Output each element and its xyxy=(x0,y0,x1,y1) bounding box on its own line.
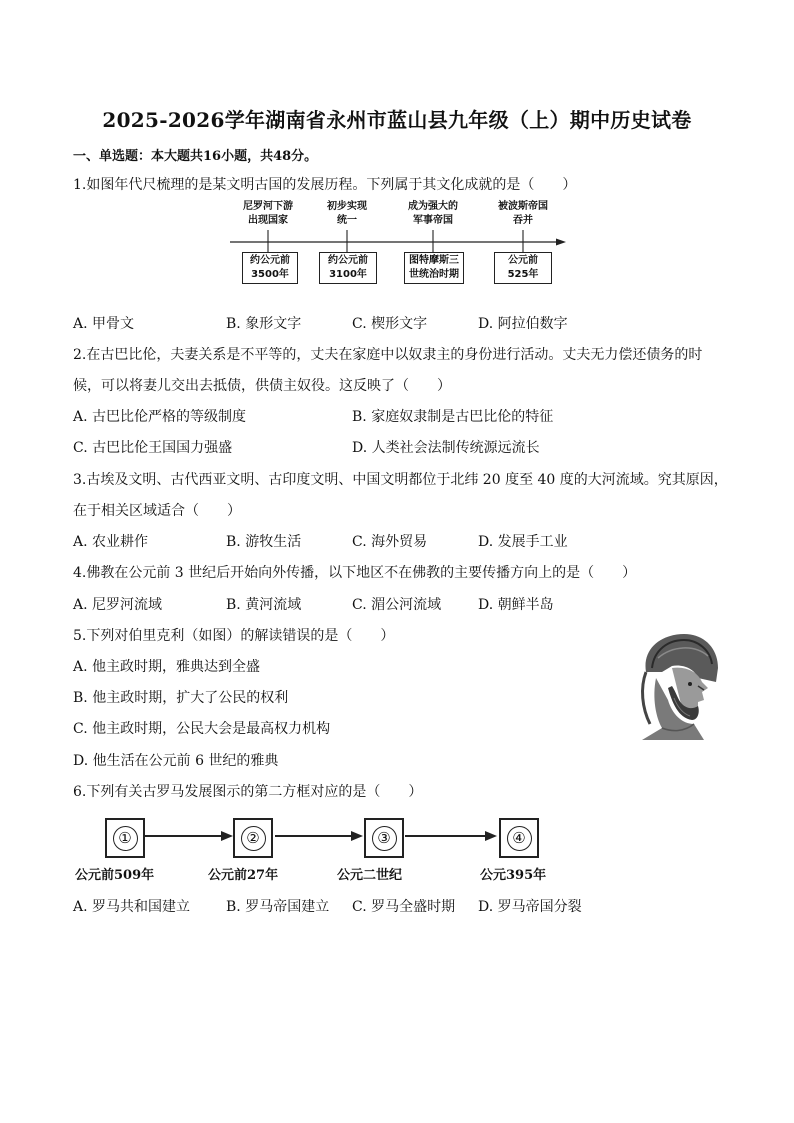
q5-option-c[interactable]: C. 他主政时期，公民大会是最高权力机构 xyxy=(73,721,331,737)
q5-option-d[interactable]: D. 他生活在公元前 6 世纪的雅典 xyxy=(73,753,279,769)
q5-option-a[interactable]: A. 他主政时期，雅典达到全盛 xyxy=(73,659,261,675)
timeline-event-1-date: 约公元前 3500年 xyxy=(242,252,298,284)
q4-option-a[interactable]: A. 尼罗河流域 xyxy=(73,597,163,613)
flow-node-1: ① xyxy=(105,818,145,858)
flow-label-1: 公元前509年 xyxy=(75,868,155,883)
q4-option-b[interactable]: B. 黄河流域 xyxy=(226,597,302,613)
q1-stem: 1.如图年代尺梳理的是某文明古国的发展历程。下列属于其文化成就的是（ ） xyxy=(73,177,577,193)
timeline-event-3-date: 图特摩斯三 世统治时期 xyxy=(404,252,464,284)
q5-option-b[interactable]: B. 他主政时期，扩大了公民的权利 xyxy=(73,690,289,706)
q1-option-a[interactable]: A. 甲骨文 xyxy=(73,316,135,332)
q2-option-d[interactable]: D. 人类社会法制传统源远流长 xyxy=(352,440,540,456)
timeline-event-1-top: 尼罗河下游 出现国家 xyxy=(243,201,293,226)
q6-stem: 6.下列有关古罗马发展图示的第二方框对应的是（ ） xyxy=(73,784,423,800)
q4-option-c[interactable]: C. 湄公河流域 xyxy=(352,597,442,613)
flow-node-2: ② xyxy=(233,818,273,858)
q6-option-b[interactable]: B. 罗马帝国建立 xyxy=(226,899,330,915)
timeline-event-2-top: 初步实现 统一 xyxy=(327,201,367,226)
q2-option-c[interactable]: C. 古巴比伦王国国力强盛 xyxy=(73,440,233,456)
flow-node-3: ③ xyxy=(364,818,404,858)
timeline-event-4-top: 被波斯帝国 吞并 xyxy=(498,201,548,226)
flow-label-2: 公元前27年 xyxy=(208,868,279,883)
timeline-event-4-date: 公元前 525年 xyxy=(494,252,552,284)
exam-title: 2025-2026学年湖南省永州市蓝山县九年级（上）期中历史试卷 xyxy=(102,108,692,132)
q2-option-a[interactable]: A. 古巴比伦严格的等级制度 xyxy=(73,409,247,425)
q6-option-c[interactable]: C. 罗马全盛时期 xyxy=(352,899,456,915)
q3-stem-line1: 3.古埃及文明、古代西亚文明、古印度文明、中国文明都位于北纬 20 度至 40 度的大河流域。究其原因， xyxy=(73,472,728,488)
q1-option-d[interactable]: D. 阿拉伯数字 xyxy=(478,316,568,332)
q2-stem-line2: 候，可以将妻儿交出去抵债，供债主奴役。这反映了（ ） xyxy=(73,378,451,394)
q1-timeline xyxy=(228,200,568,288)
q3-option-b[interactable]: B. 游牧生活 xyxy=(226,534,302,550)
pericles-portrait-image xyxy=(632,628,722,744)
timeline-event-2-date: 约公元前 3100年 xyxy=(319,252,377,284)
q3-stem-line2: 在于相关区域适合（ ） xyxy=(73,503,241,519)
q3-option-c[interactable]: C. 海外贸易 xyxy=(352,534,428,550)
q1-option-b[interactable]: B. 象形文字 xyxy=(226,316,302,332)
rome-flow-diagram xyxy=(75,814,575,886)
q3-option-d[interactable]: D. 发展手工业 xyxy=(478,534,568,550)
section-heading: 一、单选题：本大题共16小题，共48分。 xyxy=(73,149,318,164)
q2-option-b[interactable]: B. 家庭奴隶制是古巴比伦的特征 xyxy=(352,409,554,425)
flow-label-3: 公元二世纪 xyxy=(337,868,403,883)
q4-option-d[interactable]: D. 朝鲜半岛 xyxy=(478,597,554,613)
q5-stem: 5.下列对伯里克利（如图）的解读错误的是（ ） xyxy=(73,628,395,644)
flow-label-4: 公元395年 xyxy=(480,868,547,883)
q6-option-d[interactable]: D. 罗马帝国分裂 xyxy=(478,899,582,915)
q4-stem: 4.佛教在公元前 3 世纪后开始向外传播，以下地区不在佛教的主要传播方向上的是（ ） xyxy=(73,565,637,581)
q6-option-a[interactable]: A. 罗马共和国建立 xyxy=(73,899,191,915)
q3-option-a[interactable]: A. 农业耕作 xyxy=(73,534,149,550)
q2-stem-line1: 2.在古巴比伦，夫妻关系是不平等的，丈夫在家庭中以奴隶主的身份进行活动。丈夫无力偿还债务的时 xyxy=(73,347,703,363)
flow-node-4: ④ xyxy=(499,818,539,858)
timeline-event-3-top: 成为强大的 军事帝国 xyxy=(408,201,458,226)
q1-option-c[interactable]: C. 楔形文字 xyxy=(352,316,428,332)
